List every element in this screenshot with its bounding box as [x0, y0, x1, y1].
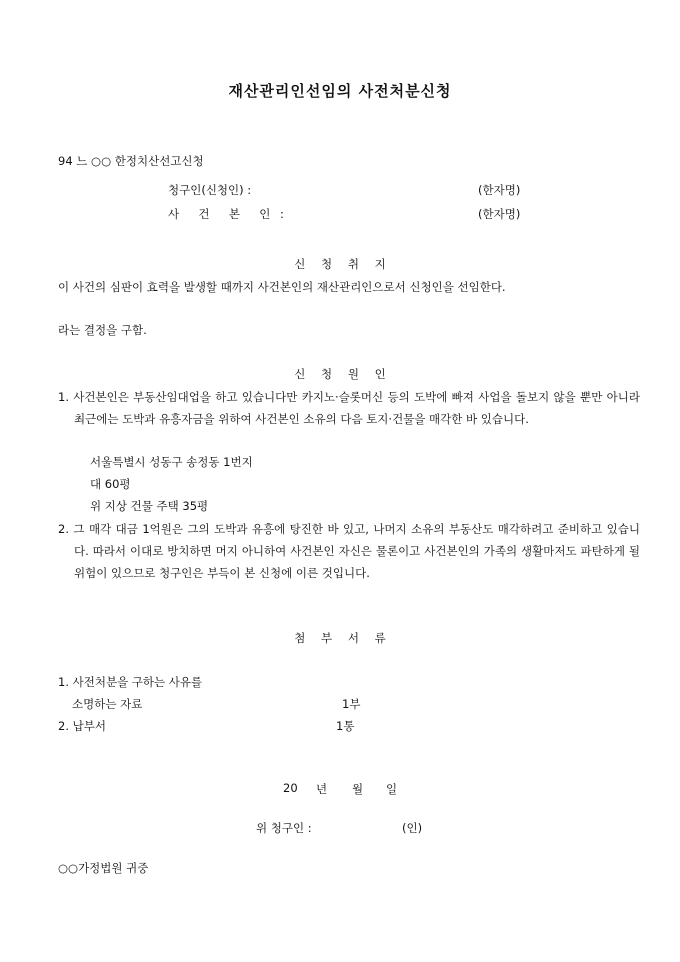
reason-item-2: 2. 그 매각 대금 1억원은 그의 도박과 유흥에 탕진한 바 있고, 나머지 소유의 부동산도 매각하려고 준비하고 있습니다. 따라서 이대로 방치하면 머지 아니하여 사건본인 자신은 물론이고 사건본인의 가족의 생활마저도 파탄하게 될 위험이 있으므로 청구인은 부득이 본 신청에 이른 것입니다.: [58, 522, 640, 580]
addressee: ○○가정법원 귀중: [58, 861, 149, 875]
document-title: 재산관리인선임의 사전처분신청: [228, 82, 452, 100]
attachments-heading: 첨 부 서 류: [294, 631, 386, 645]
claimant-label: 청구인(신청인) :: [168, 183, 252, 197]
property-address: 서울특별시 성동구 송정동 1번지: [90, 455, 253, 469]
signature-label: 위 청구인 :: [256, 821, 312, 835]
date-day-unit: 일: [386, 782, 398, 796]
attachment-1-count: 1부: [342, 697, 361, 711]
date-month-unit: 월: [352, 782, 364, 796]
signature-seal: (인): [402, 821, 423, 835]
reason-item-1: 1. 사건본인은 부동산임대업을 하고 있습니다만 카지노·슬롯머신 등의 도박에 빠져 사업을 돌보지 않을 뿐만 아니라 최근에는 도박과 유흥자금을 위하여 사건본인 소유의 다음 토지·건물을 매각한 바 있습니다.: [58, 390, 640, 426]
reason-heading: 신 청 원 인: [294, 367, 386, 381]
attachment-1-label: 1. 사전처분을 구하는 사유를: [58, 675, 203, 689]
principal-label: 사 건 본 인 :: [168, 207, 284, 221]
attachment-1-desc: 소명하는 자료: [72, 697, 143, 711]
purpose-closing: 라는 결정을 구함.: [58, 323, 147, 337]
date-year: 20: [283, 781, 298, 795]
claimant-sign: (한자명): [478, 183, 521, 197]
purpose-heading: 신 청 취 지: [294, 257, 386, 271]
date-year-unit: 년: [316, 782, 328, 796]
property-building: 위 지상 건물 주택 35평: [90, 499, 209, 513]
case-number: 94 느 ○○ 한정치산선고신청: [58, 154, 204, 168]
attachment-2-count: 1통: [336, 719, 355, 733]
principal-sign: (한자명): [478, 207, 521, 221]
property-land: 대 60평: [90, 477, 131, 491]
attachment-2-label: 2. 납부서: [58, 719, 106, 733]
purpose-body: 이 사건의 심판이 효력을 발생할 때까지 사건본인의 재산관리인으로서 신청인을 선임한다.: [58, 280, 506, 294]
